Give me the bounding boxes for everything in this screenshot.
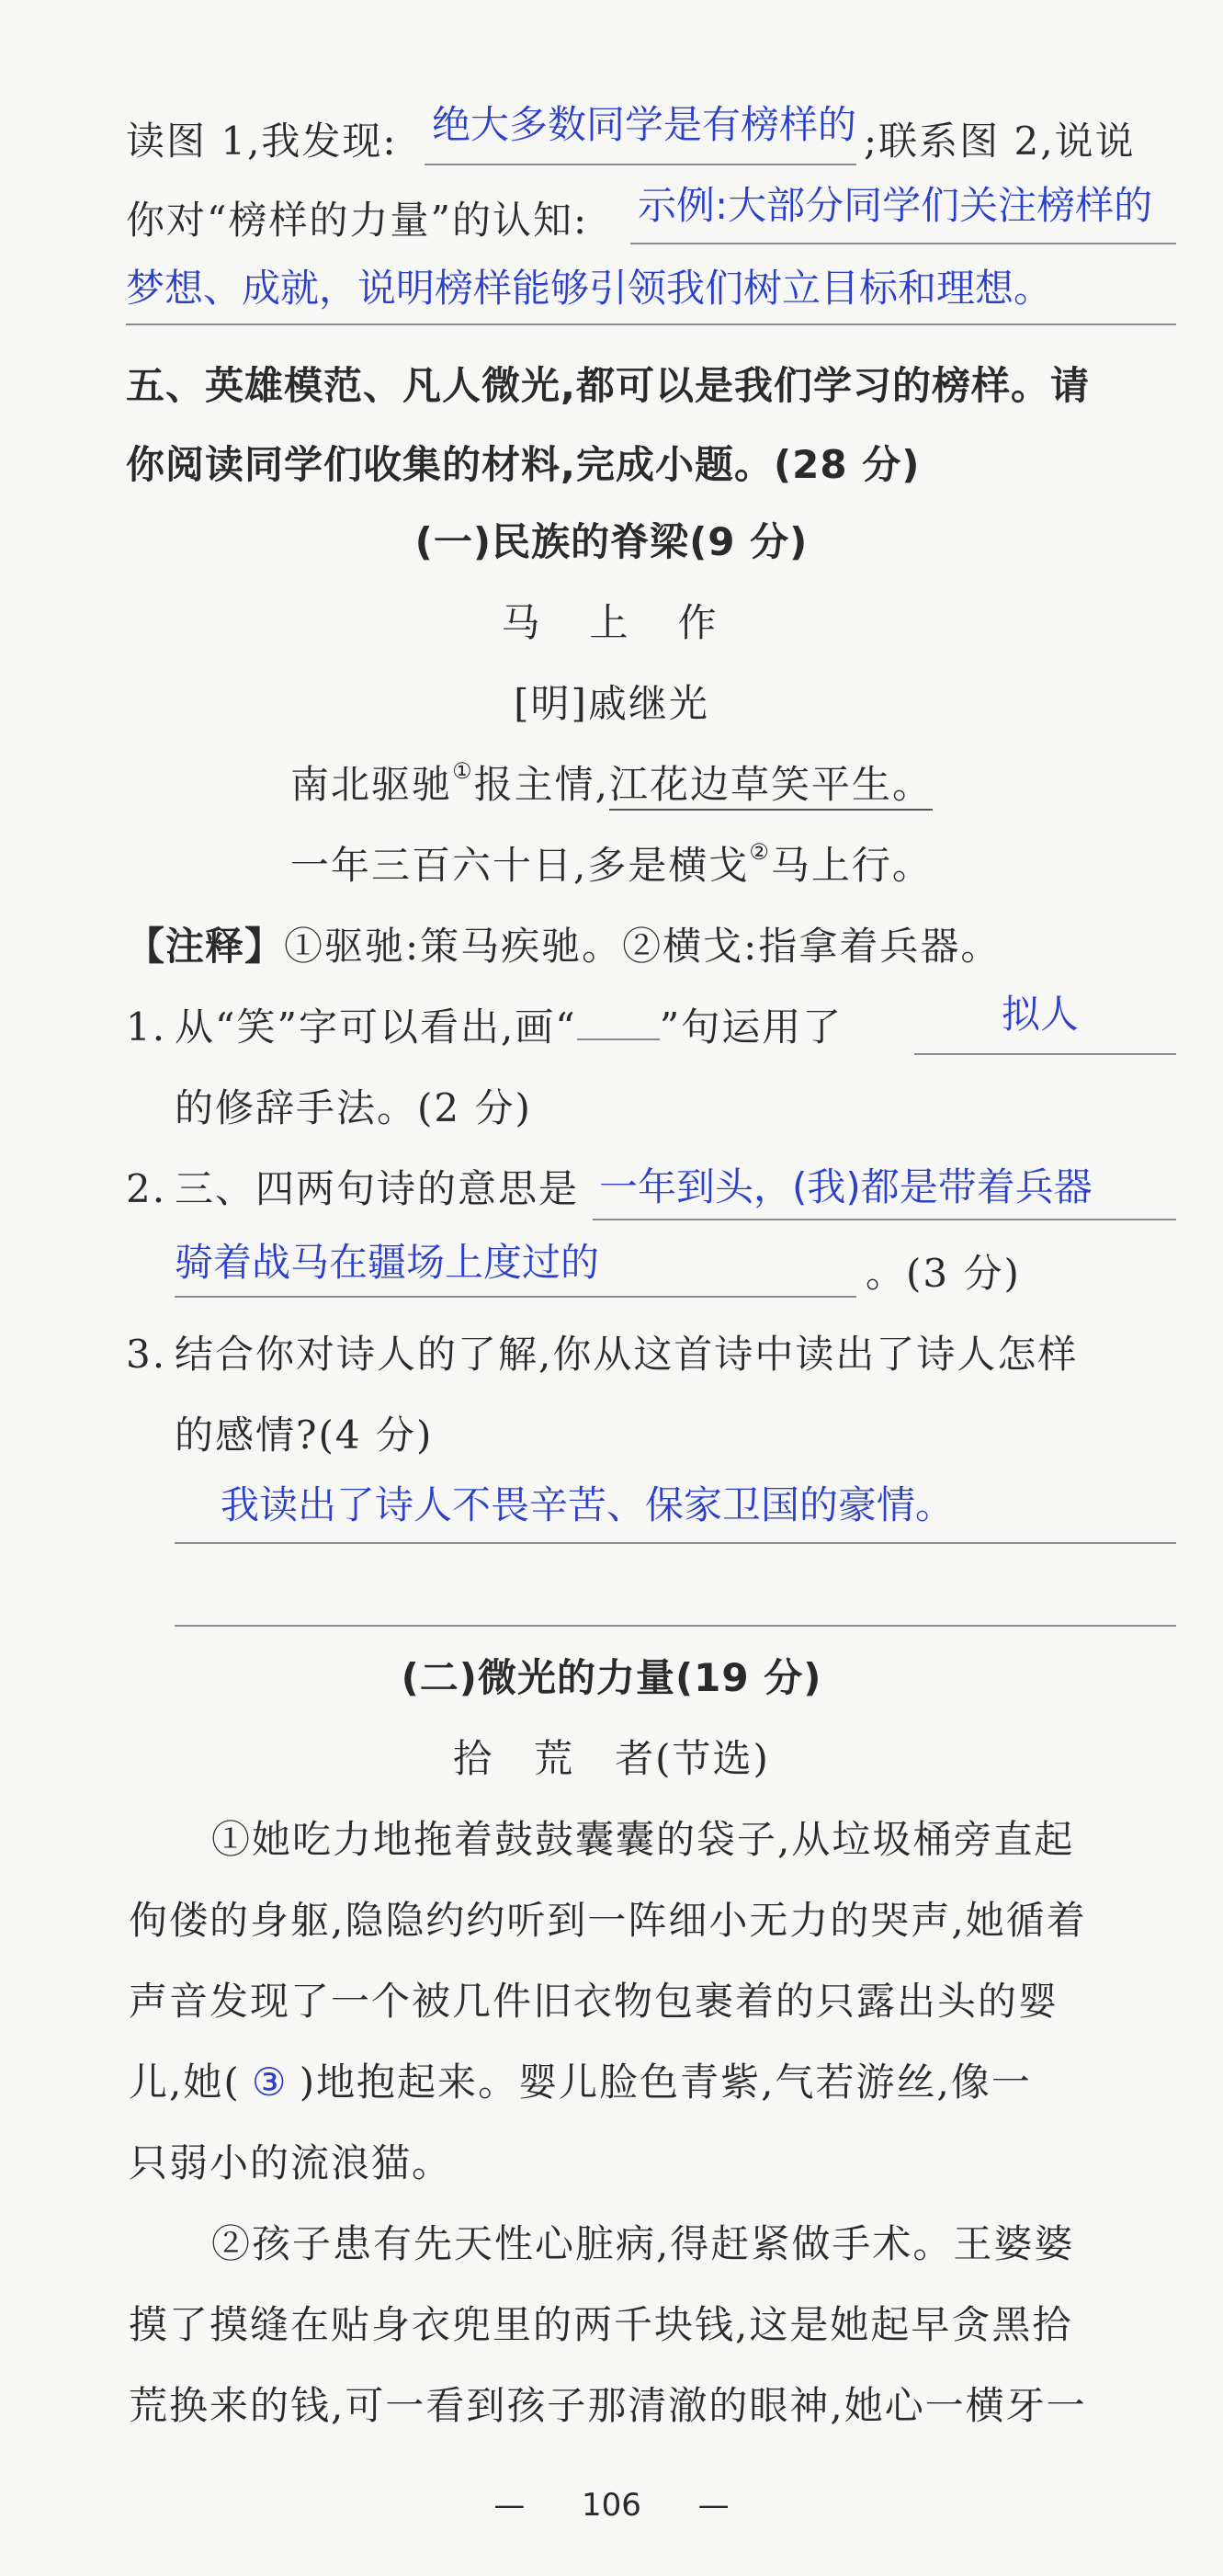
para1-line5: 只弱小的流浪猫。: [129, 2140, 453, 2185]
q2-text: 三、四两句诗的意思是: [175, 1166, 580, 1211]
notes-text: ①驱驰:策马疾驰。②横戈:指拿着兵器。: [284, 924, 1002, 969]
q1-line2: 的修辞手法。(2 分): [175, 1085, 532, 1130]
verse1-underlined: 江花边草笑平生。: [609, 762, 933, 811]
q1-text-b: ”句运用了: [659, 1004, 844, 1050]
answer-line: [593, 1219, 1176, 1220]
p1-line1-continue: ;联系图 2,说说: [864, 119, 1136, 164]
part1-heading: (一)民族的脊梁(9 分): [414, 519, 809, 564]
q2-answer-1: 一年到头，(我)都是带着兵器: [599, 1164, 1093, 1209]
para2-line3: 荒换来的钱,可一看到孩子那清澈的眼神,她心一横牙一: [129, 2383, 1087, 2428]
footer-dash-right: —: [697, 2487, 730, 2524]
answer-line: [425, 164, 856, 165]
answer-line: [630, 243, 1176, 244]
q1-text-a: 从“笑”字可以看出,画“: [175, 1004, 577, 1050]
para1-line4-a: 儿,她(: [129, 2060, 241, 2105]
section5-line1: 五、英雄模范、凡人微光,都可以是我们学习的榜样。请: [126, 363, 1090, 408]
answer-line: [914, 1053, 1176, 1055]
para1-line4-b: )地抱起来。婴儿脸色青紫,气若游丝,像一: [299, 2060, 1032, 2105]
verse1-part-b: 报主情,: [473, 762, 609, 807]
q1-answer: 拟人: [1002, 992, 1080, 1037]
para1-line4: [129, 2055, 1032, 2110]
part2-heading: (二)微光的力量(19 分): [401, 1655, 822, 1700]
footnote-marker-1: ①: [452, 758, 474, 784]
para1-line2: 佝偻的身躯,隐隐约约听到一阵细小无力的哭声,她循着: [129, 1898, 1087, 1943]
section5-line2: 你阅读同学们收集的材料,完成小题。(28 分): [126, 442, 921, 487]
p1-line2-prompt: 你对“榜样的力量”的认知:: [126, 198, 589, 243]
q2-end: 。(3 分): [866, 1251, 1021, 1296]
q3-answer: 我读出了诗人不畏辛苦、保家卫国的豪情。: [221, 1482, 955, 1527]
poem-verse-2: [0, 838, 1223, 893]
footer-dash-left: —: [493, 2487, 526, 2524]
passage-title: 拾 荒 者(节选): [453, 1736, 770, 1781]
poem-title: 马 上 作: [501, 600, 722, 645]
answer-line: [126, 323, 1176, 325]
verse2-part-a: 一年三百六十日,多是横戈: [290, 843, 750, 888]
p1-line1-prompt: 读图 1,我发现:: [126, 119, 398, 164]
blank-line: [577, 1002, 660, 1040]
q2-answer-2: 骑着战马在疆场上度过的: [175, 1240, 600, 1285]
answer-line: [175, 1296, 856, 1298]
notes-label: 【注释】: [126, 924, 285, 969]
p1-line2-answer: 示例:大部分同学们关注榜样的: [638, 183, 1153, 228]
poem-notes: [126, 919, 1001, 974]
footnote-marker-2: ②: [749, 839, 771, 865]
para2-line1: ②孩子患有先天性心脏病,得赶紧做手术。王婆婆: [211, 2221, 1075, 2266]
q3-text-1: 结合你对诗人的了解,你从这首诗中读出了诗人怎样: [175, 1332, 1079, 1377]
poem-author: [明]戚继光: [514, 681, 709, 726]
q1-number: 1.: [126, 1004, 167, 1050]
para2-line2: 摸了摸缝在贴身衣兜里的两千块钱,这是她起早贪黑拾: [129, 2302, 1073, 2347]
para1-line1: ①她吃力地拖着鼓鼓囊囊的袋子,从垃圾桶旁直起: [211, 1817, 1075, 1862]
q3-text-2: 的感情?(4 分): [175, 1413, 434, 1458]
verse2-part-b: 马上行。: [770, 843, 933, 888]
page-number: 106: [582, 2487, 641, 2524]
q3-number: 3.: [126, 1332, 167, 1377]
answer-line: [175, 1625, 1176, 1627]
answer-line: [175, 1542, 1176, 1544]
blank-answer-circled-3: ③: [251, 2060, 289, 2105]
p1-line3-answer: 梦想、成就，说明榜样能够引领我们树立目标和理想。: [126, 266, 1053, 311]
verse1-part-a: 南北驱驰: [290, 762, 453, 807]
page-footer: [0, 2487, 1223, 2524]
p1-line1-answer: 绝大多数同学是有榜样的: [432, 102, 857, 147]
para1-line3: 声音发现了一个被几件旧衣物包裹着的只露出头的婴: [129, 1979, 1059, 2024]
q2-number: 2.: [126, 1166, 167, 1211]
poem-verse-1: [0, 757, 1223, 812]
q1-text: [175, 1000, 843, 1055]
